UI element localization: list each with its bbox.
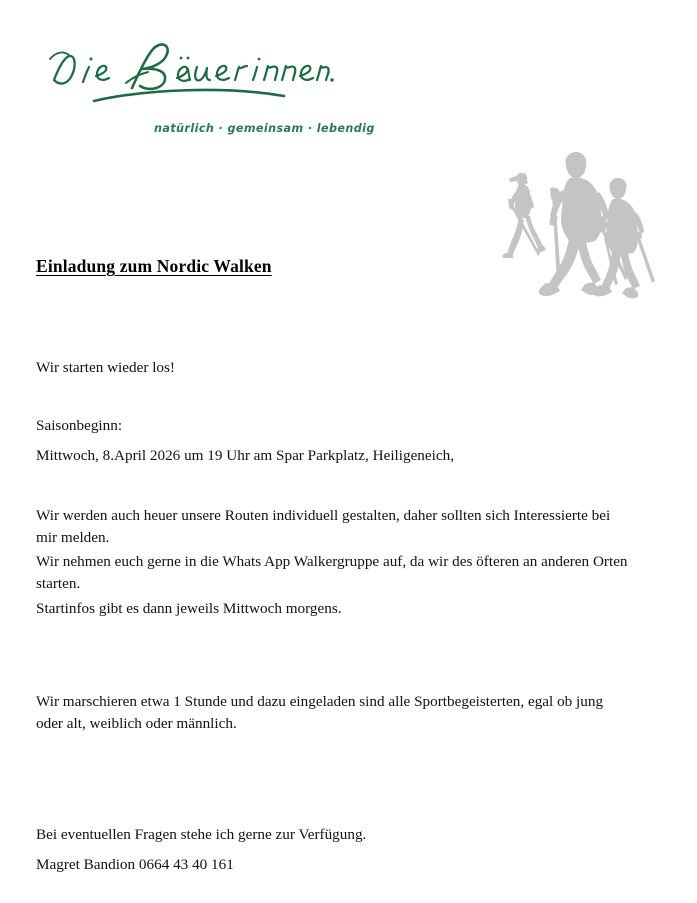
paragraph-startinfos: Startinfos gibt es dann jeweils Mittwoch morgens. xyxy=(36,600,342,617)
logo-block xyxy=(36,36,375,148)
paragraph-whatsapp: Wir nehmen euch gerne in die Whats App Walkergruppe auf, da wir des öfteren an anderen Orten starten. xyxy=(36,553,628,592)
paragraph-contact: Magret Bandion 0664 43 40 161 xyxy=(36,856,234,873)
paragraph-season-date: Mittwoch, 8.April 2026 um 19 Uhr am Spar Parkplatz, Heiligeneich, xyxy=(36,447,454,464)
die-baeuerinnen-wordmark xyxy=(36,36,336,106)
paragraph-questions: Bei eventuellen Fragen stehe ich gerne zur Verfügung. xyxy=(36,826,367,843)
page-title: Einladung zum Nordic Walken xyxy=(36,256,272,276)
logo-tagline: natürlich · gemeinsam · lebendig xyxy=(154,122,375,135)
paragraph-routes: Wir werden auch heuer unsere Routen individuell gestalten, daher sollten sich Interessierte bei mir melden. xyxy=(36,507,611,546)
paragraph-intro: Wir starten wieder los! xyxy=(36,359,175,376)
paragraph-duration: Wir marschieren etwa 1 Stunde und dazu eingeladen sind alle Sportbegeisterten, egal ob jung oder alt, weiblich oder männlich. xyxy=(36,693,604,732)
nordic-walkers-silhouette xyxy=(482,150,662,305)
paragraph-season-label: Saisonbeginn: xyxy=(36,417,123,434)
